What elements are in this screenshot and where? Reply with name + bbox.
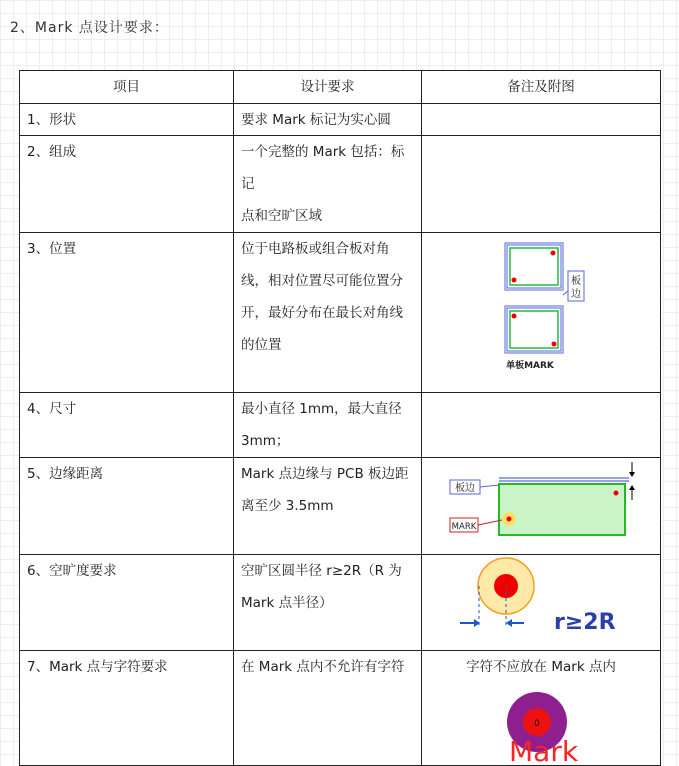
board-edge-label: 边 xyxy=(571,289,581,300)
requirement-line: 一个完整的 Mark 包括：标记 xyxy=(241,144,405,192)
header-notes: 备注及附图 xyxy=(422,71,661,104)
row-item: 2、组成 xyxy=(20,136,234,233)
row-requirement xyxy=(234,233,422,393)
row-item: 3、位置 xyxy=(20,233,234,393)
requirement-line: 点和空旷区域 xyxy=(241,208,322,224)
row-note xyxy=(422,104,661,136)
arrow-head xyxy=(506,619,512,627)
note-text: 字符不应放在 Mark 点内 xyxy=(466,659,616,675)
mark-requirements-table xyxy=(19,70,661,766)
row-item: 5、边缘距离 xyxy=(20,458,234,555)
table-row xyxy=(20,555,661,651)
mark-dot xyxy=(507,517,512,522)
requirement-line: 要求 Mark 标记为实心圆 xyxy=(241,112,391,128)
requirement-line: 最小直径 1mm，最大直径 xyxy=(241,401,402,417)
row-note xyxy=(422,233,661,393)
table-header-row xyxy=(20,71,661,104)
row-item: 6、空旷度要求 xyxy=(20,555,234,651)
row-requirement xyxy=(234,651,422,766)
mark-dot xyxy=(614,491,619,496)
clearance-figure xyxy=(422,555,659,638)
table-row xyxy=(20,458,661,555)
row-requirement xyxy=(234,393,422,458)
requirement-line: 位于电路板或组合板对角 xyxy=(241,241,390,257)
requirement-line: 离至少 3.5mm xyxy=(241,498,334,514)
arrow-head xyxy=(629,472,635,477)
mark-overlay-text: Mark xyxy=(509,735,579,764)
header-requirement: 设计要求 xyxy=(234,71,422,104)
center-char: 0 xyxy=(534,719,540,729)
requirement-line: 开，最好分布在最长对角线 xyxy=(241,305,403,321)
row-note xyxy=(422,393,661,458)
row-item: 7、Mark 点与字符要求 xyxy=(20,651,234,766)
arrow-head xyxy=(474,619,480,627)
requirement-line: 空旷区圆半径 r≥2R（R 为 xyxy=(241,563,402,579)
requirement-line: 的位置 xyxy=(241,337,282,353)
row-requirement xyxy=(234,104,422,136)
row-note xyxy=(422,555,661,651)
leader-line xyxy=(480,485,499,487)
section-heading: 2、Mark 点设计要求： xyxy=(10,20,169,36)
row-item: 4、尺寸 xyxy=(20,393,234,458)
row-note xyxy=(422,136,661,233)
row-requirement xyxy=(234,136,422,233)
requirement-line: 在 Mark 点内不允许有字符 xyxy=(241,659,405,675)
requirement-line: Mark 点边缘与 PCB 板边距 xyxy=(241,466,409,482)
table-row xyxy=(20,651,661,766)
mark-dot xyxy=(512,278,517,283)
table-row xyxy=(20,136,661,233)
table-row xyxy=(20,104,661,136)
row-note xyxy=(422,458,661,555)
row-requirement xyxy=(234,458,422,555)
board-inner xyxy=(510,311,558,348)
requirement-line: 线，相对位置尽可能位置分 xyxy=(241,273,403,289)
mark-dot xyxy=(552,342,557,347)
character-figure xyxy=(422,679,659,764)
requirement-line: 3mm； xyxy=(241,433,290,449)
header-item: 项目 xyxy=(20,71,234,104)
row-item: 1、形状 xyxy=(20,104,234,136)
mark-dot xyxy=(551,251,556,256)
table-row xyxy=(20,393,661,458)
table-row xyxy=(20,233,661,393)
edge-distance-figure xyxy=(422,458,659,542)
board-edge-label: 板 xyxy=(571,276,581,287)
clearance-formula: r≥2R xyxy=(554,610,616,635)
leader-line xyxy=(563,291,568,295)
mark-dot xyxy=(512,314,517,319)
mark-label: MARK xyxy=(451,522,477,532)
edge-label: 板边 xyxy=(455,483,475,494)
arrow-head xyxy=(629,485,635,490)
figure-caption: 单板MARK xyxy=(506,361,554,371)
pcb-board xyxy=(499,484,625,535)
position-figure xyxy=(422,233,659,380)
row-note xyxy=(422,651,661,766)
row-requirement xyxy=(234,555,422,651)
requirement-line: Mark 点半径） xyxy=(241,595,333,611)
